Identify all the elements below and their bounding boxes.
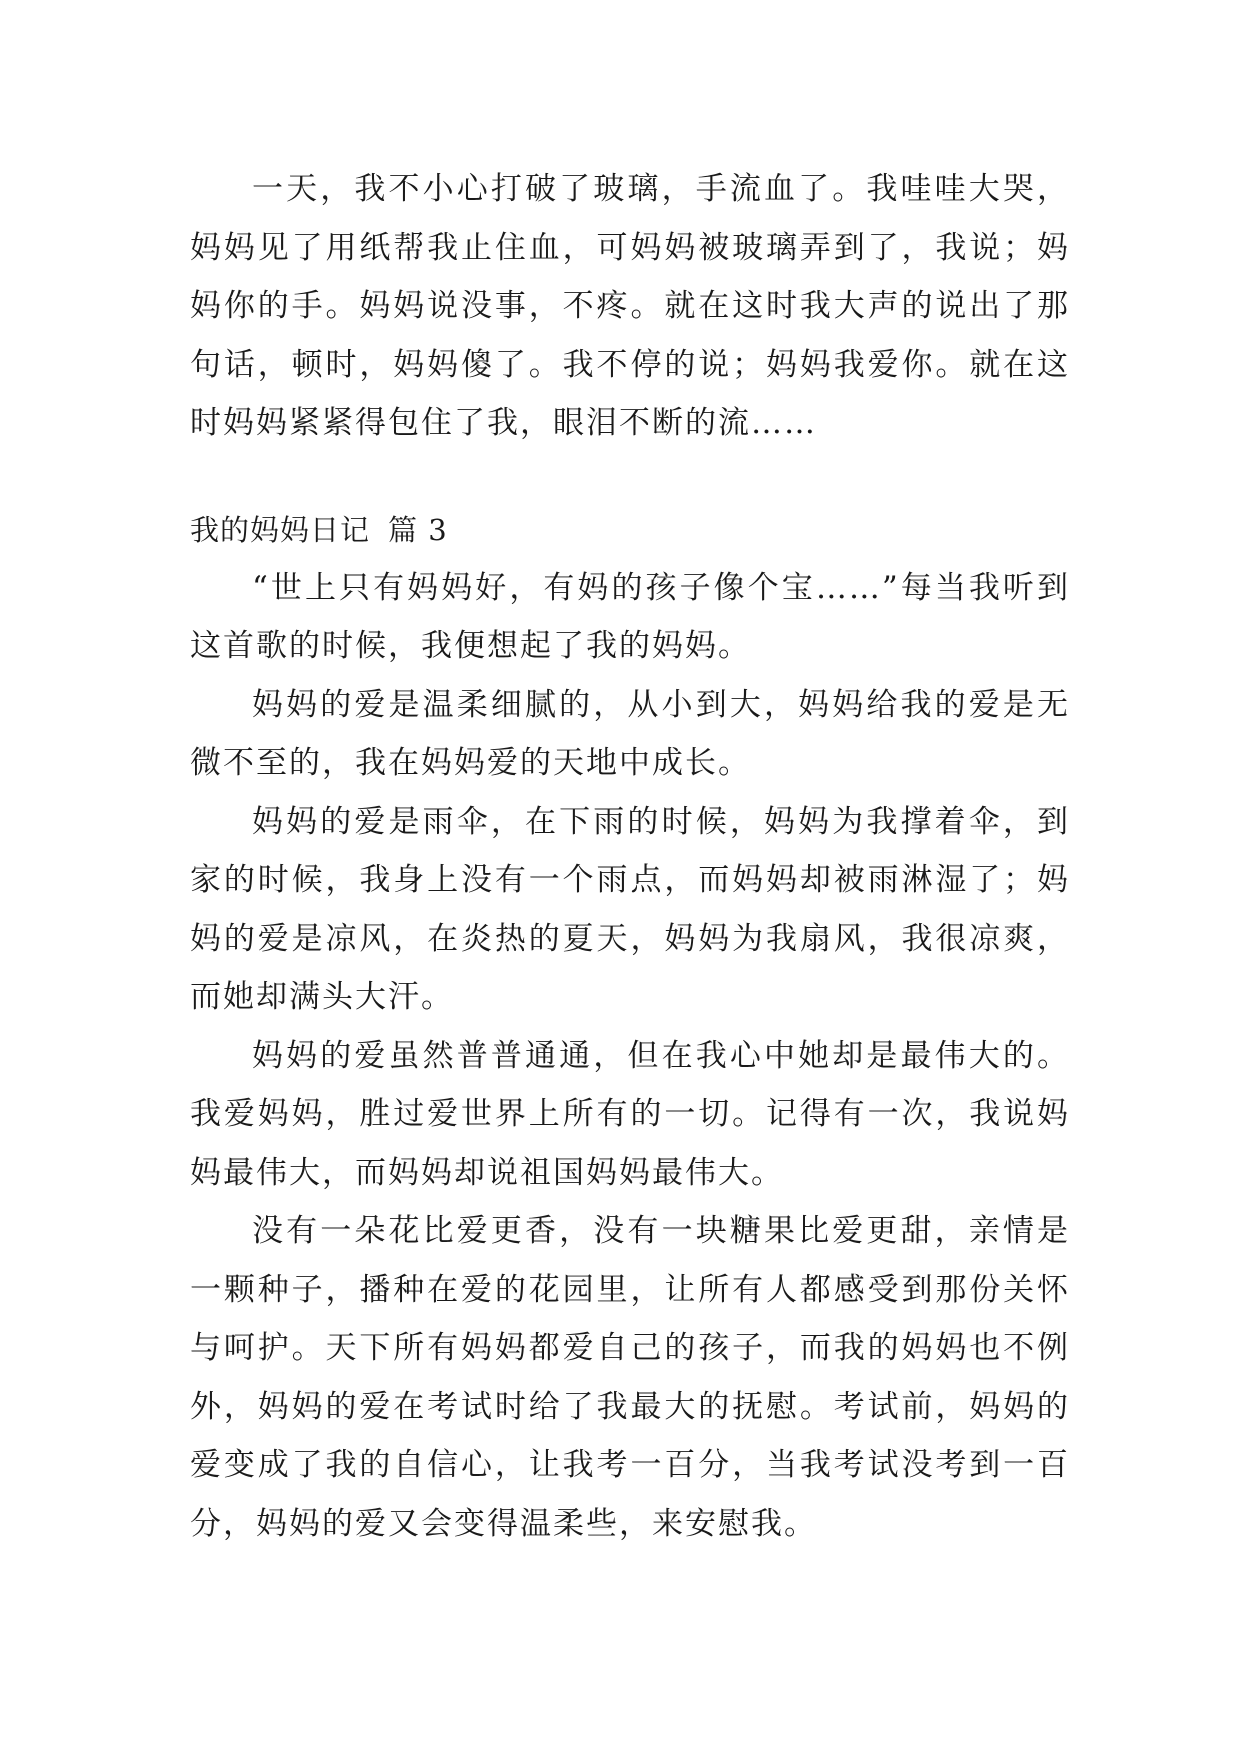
intro-paragraph: 一天，我不小心打破了玻璃，手流血了。我哇哇大哭，妈妈见了用纸帮我止住血，可妈妈被玻璃弄到了，我说；妈妈你的手。妈妈说没事，不疼。就在这时我大声的说出了那句话，顿时，妈妈傻了。我不停的说；妈妈我爱你。就在这时妈妈紧紧得包住了我，眼泪不断的流…… [190,171,1070,441]
section-number: 篇 3 [388,512,448,547]
document-body [190,160,1070,1553]
paragraph-4: 妈妈的爱虽然普普通通，但在我心中她却是最伟大的。我爱妈妈，胜过爱世界上所有的一切。记得有一次，我说妈妈最伟大，而妈妈却说祖国妈妈最伟大。 [190,1037,1070,1191]
paragraph-3: 妈妈的爱是雨伞，在下雨的时候，妈妈为我撑着伞，到家的时候，我身上没有一个雨点，而妈妈却被雨淋湿了；妈妈的爱是凉风，在炎热的夏天，妈妈为我扇风，我很凉爽，而她却满头大汗。 [190,803,1070,1015]
paragraph-2: 妈妈的爱是温柔细腻的，从小到大，妈妈给我的爱是无微不至的，我在妈妈爱的天地中成长。 [190,686,1070,781]
paragraph-5: 没有一朵花比爱更香，没有一块糖果比爱更甜，亲情是一颗种子，播种在爱的花园里，让所有人都感受到那份关怀与呵护。天下所有妈妈都爱自己的孩子，而我的妈妈也不例外，妈妈的爱在考试时给了我最大的抚慰。考试前，妈妈的爱变成了我的自信心，让我考一百分，当我考试没考到一百分，妈妈的爱又会变得温柔些，来安慰我。 [190,1213,1070,1542]
section-heading [190,501,1070,559]
paragraph-1: “世上只有妈妈好，有妈的孩子像个宝……”每当我听到这首歌的时候，我便想起了我的妈妈。 [190,569,1070,664]
section-title: 我的妈妈日记 [190,512,371,547]
